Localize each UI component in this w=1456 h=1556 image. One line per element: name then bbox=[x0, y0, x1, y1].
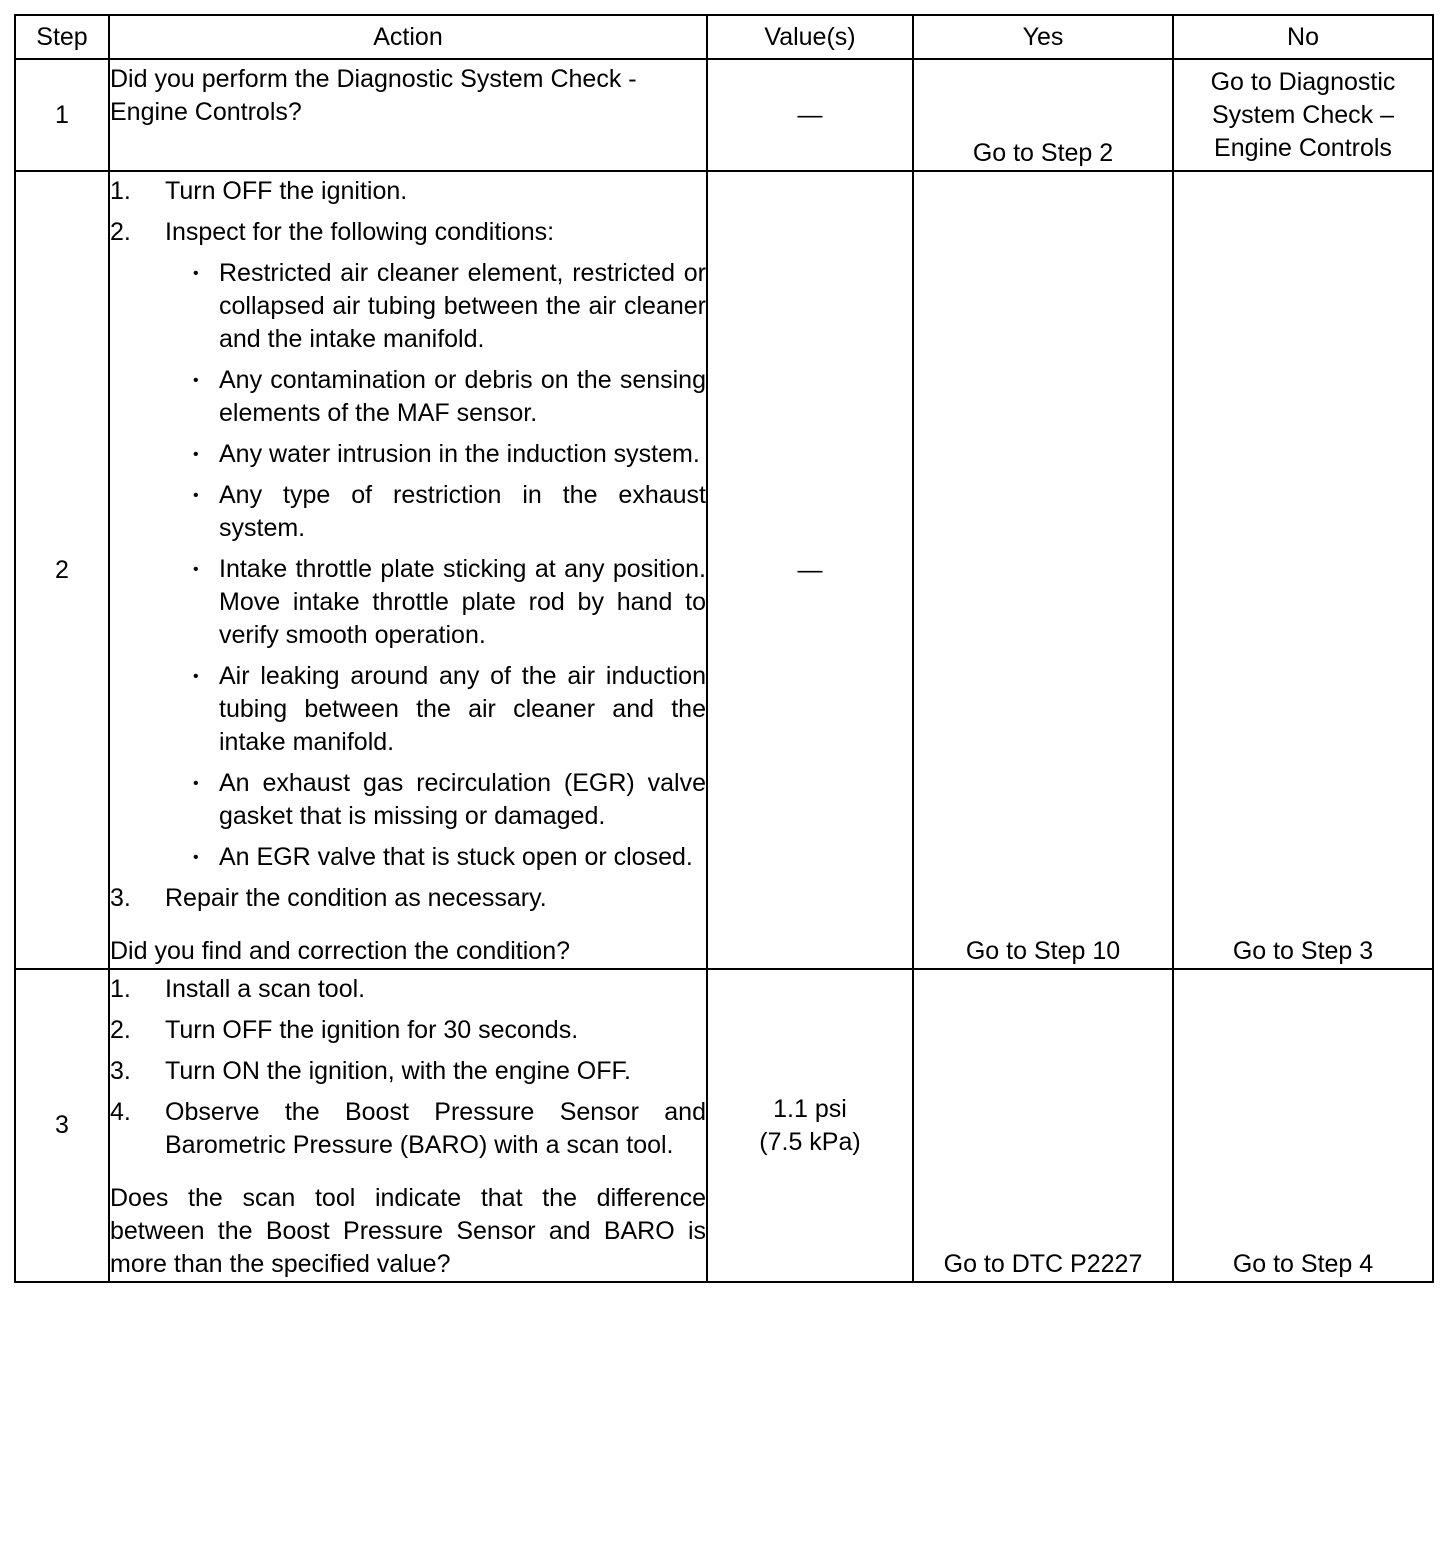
item-number: 3. bbox=[110, 1057, 131, 1085]
bullet-text: Any contamination or debris on the sensing elements of the MAF sensor. bbox=[219, 366, 706, 427]
item-number: 1. bbox=[110, 177, 131, 205]
condition-bullet bbox=[110, 841, 706, 874]
action-item bbox=[110, 1055, 706, 1088]
condition-bullet bbox=[110, 553, 706, 652]
bullet-text: Any type of restriction in the exhaust system. bbox=[219, 481, 706, 542]
step-number: 3 bbox=[15, 969, 109, 1282]
no-cell: Go to Step 4 bbox=[1173, 969, 1433, 1282]
bullet-icon: • bbox=[193, 487, 199, 504]
item-number: 4. bbox=[110, 1098, 131, 1126]
condition-bullet bbox=[110, 767, 706, 833]
bullet-icon: • bbox=[193, 561, 199, 578]
item-text: Repair the condition as necessary. bbox=[165, 884, 547, 912]
yes-cell: Go to DTC P2227 bbox=[913, 969, 1173, 1282]
bullet-icon: • bbox=[193, 849, 199, 866]
action-item bbox=[110, 175, 706, 208]
condition-bullet bbox=[110, 364, 706, 430]
bullet-text: Restricted air cleaner element, restricted or collapsed air tubing between the air cleaner and the intake manifold. bbox=[219, 259, 706, 353]
action-item bbox=[110, 973, 706, 1006]
value-cell: — bbox=[707, 171, 913, 969]
bullet-text: An exhaust gas recirculation (EGR) valve gasket that is missing or damaged. bbox=[219, 769, 706, 830]
value-kpa: (7.5 kPa) bbox=[759, 1127, 861, 1156]
item-text: Install a scan tool. bbox=[165, 975, 366, 1003]
action-question: Does the scan tool indicate that the difference between the Boost Pressure Sensor and BARO is more than the specified value? bbox=[110, 1184, 706, 1278]
bullet-text: Intake throttle plate sticking at any position. Move intake throttle plate rod by hand to verify smooth operation. bbox=[219, 555, 706, 649]
bullet-icon: • bbox=[193, 265, 199, 282]
item-number: 1. bbox=[110, 975, 131, 1003]
action-item bbox=[110, 216, 706, 874]
column-header-step: Step bbox=[15, 15, 109, 59]
value-cell bbox=[707, 969, 913, 1282]
bullet-icon: • bbox=[193, 446, 199, 463]
item-text: Turn OFF the ignition for 30 seconds. bbox=[165, 1016, 579, 1044]
column-header-yes: Yes bbox=[913, 15, 1173, 59]
table-row-step-3 bbox=[15, 969, 1433, 1282]
item-number: 2. bbox=[110, 1016, 131, 1044]
column-header-values: Value(s) bbox=[707, 15, 913, 59]
column-header-action: Action bbox=[109, 15, 707, 59]
bullet-icon: • bbox=[193, 372, 199, 389]
bullet-text: Any water intrusion in the induction system. bbox=[219, 440, 700, 468]
item-text: Observe the Boost Pressure Sensor and Barometric Pressure (BARO) with a scan tool. bbox=[165, 1098, 706, 1159]
table-row-step-1 bbox=[15, 59, 1433, 171]
condition-bullet bbox=[110, 438, 706, 471]
action-question: Did you perform the Diagnostic System Check -Engine Controls? bbox=[110, 65, 637, 126]
bullet-icon: • bbox=[193, 668, 199, 685]
no-cell: Go to Diagnostic System Check – Engine Controls bbox=[1173, 59, 1433, 171]
action-cell bbox=[109, 969, 707, 1282]
condition-bullet bbox=[110, 479, 706, 545]
action-item bbox=[110, 882, 706, 915]
value-cell: — bbox=[707, 59, 913, 171]
yes-cell: Go to Step 2 bbox=[913, 59, 1173, 171]
value-psi: 1.1 psi bbox=[773, 1094, 847, 1123]
step-number: 2 bbox=[15, 171, 109, 969]
item-text: Turn ON the ignition, with the engine OFF. bbox=[165, 1057, 631, 1085]
condition-bullet bbox=[110, 257, 706, 356]
action-cell bbox=[109, 171, 707, 969]
item-number: 3. bbox=[110, 884, 131, 912]
bullet-text: An EGR valve that is stuck open or closed. bbox=[219, 843, 693, 871]
condition-bullet bbox=[110, 660, 706, 759]
item-text: Inspect for the following conditions: bbox=[165, 218, 555, 246]
diagnostic-table bbox=[14, 14, 1434, 1283]
no-cell: Go to Step 3 bbox=[1173, 171, 1433, 969]
action-cell bbox=[109, 59, 707, 171]
action-question: Did you find and correction the condition? bbox=[110, 937, 571, 965]
item-text: Turn OFF the ignition. bbox=[165, 177, 408, 205]
header-row bbox=[15, 15, 1433, 59]
yes-cell: Go to Step 10 bbox=[913, 171, 1173, 969]
table-row-step-2 bbox=[15, 171, 1433, 969]
item-number: 2. bbox=[110, 218, 131, 246]
bullet-text: Air leaking around any of the air induction tubing between the air cleaner and the intake manifold. bbox=[219, 662, 706, 756]
bullet-icon: • bbox=[193, 775, 199, 792]
step-number: 1 bbox=[15, 59, 109, 171]
action-item bbox=[110, 1014, 706, 1047]
column-header-no: No bbox=[1173, 15, 1433, 59]
action-item bbox=[110, 1096, 706, 1162]
